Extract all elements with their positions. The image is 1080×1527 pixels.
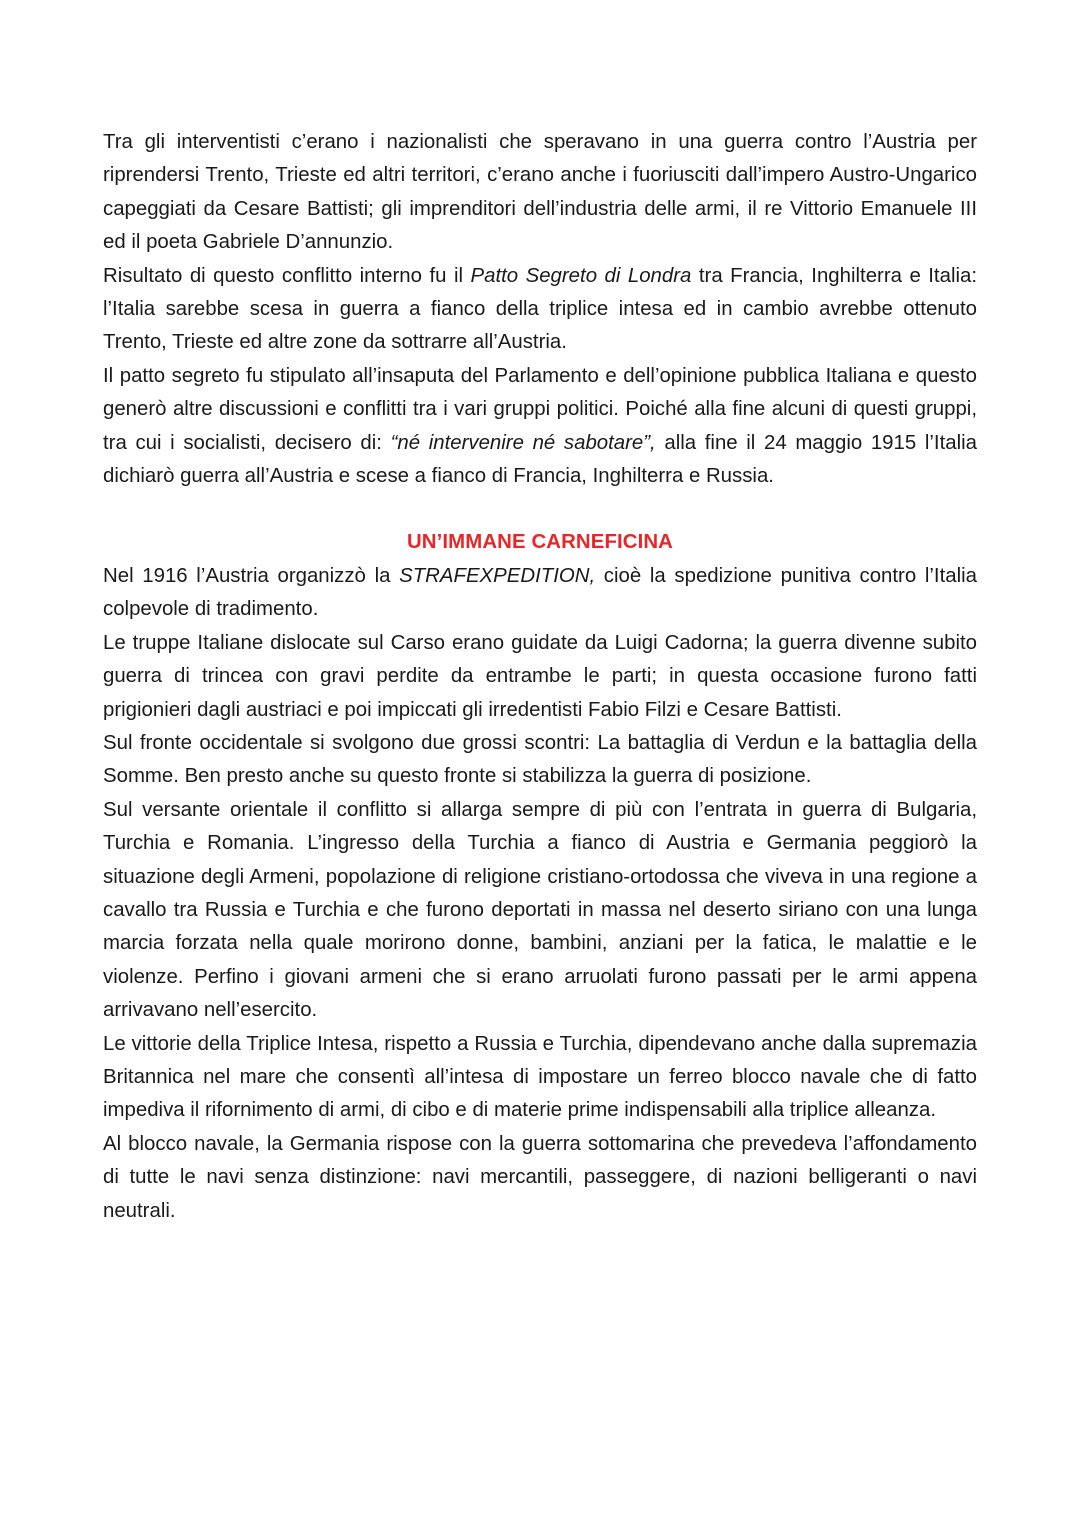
paragraph <box>103 126 977 260</box>
italic-text: “né intervenire né sabotare”, <box>390 431 656 454</box>
paragraph <box>103 360 977 494</box>
paragraph <box>103 560 977 627</box>
paragraph <box>103 627 977 727</box>
paragraph <box>103 260 977 360</box>
paragraph <box>103 794 977 1028</box>
text-run: cioè la spedizione punitiva contro l’Italia colpevole di tradimento. <box>103 564 977 621</box>
text-run: Sul fronte occidentale si svolgono due grossi scontri: La battaglia di Verdun e la battaglia della Somme. Ben presto anche su questo fronte si stabilizza la guerra di posizione. <box>103 731 977 788</box>
text-run: Sul versante orientale il conflitto si allarga sempre di più con l’entrata in guerra di Bulgaria, Turchia e Romania. L’ingresso della Turchia a fianco di Austria e Germania peggiorò la situazione degli Armeni, popolazione di religione cristiano-ortodossa che viveva in una regione a cavallo tra Russia e Turchia e che furono deportati in massa nel deserto siriano con una lunga marcia forzata nella quale morirono donne, bambini, anziani per la fatica, le malattie e le violenze. Perfino i giovani armeni che si erano arruolati furono passati per le armi appena arrivavano nell’esercito. <box>103 798 977 1022</box>
paragraph <box>103 727 977 794</box>
text-run: Le truppe Italiane dislocate sul Carso erano guidate da Luigi Cadorna; la guerra divenne subito guerra di trincea con gravi perdite da entrambe le parti; in questa occasione furono fatti prigionieri dagli austriaci e poi impiccati gli irredentisti Fabio Filzi e Cesare Battisti. <box>103 631 977 721</box>
text-run: Il patto segreto fu stipulato all’insaputa del Parlamento e dell’opinione pubblica Italiana e questo generò altre discussioni e conflitti tra i vari gruppi politici. Poiché alla fine alcuni di questi gruppi, tra cui i socialisti, decisero di: <box>103 364 977 454</box>
text-run: Al blocco navale, la Germania rispose con la guerra sottomarina che prevedeva l’affondamento di tutte le navi senza distinzione: navi mercantili, passeggere, di nazioni belligeranti o navi neutrali. <box>103 1132 977 1222</box>
document-page <box>103 126 977 1228</box>
text-run: tra Francia, Inghilterra e Italia: l’Italia sarebbe scesa in guerra a fianco della triplice intesa ed in cambio avrebbe ottenuto Trento, Trieste ed altre zone da sottrarre all’Austria. <box>103 264 978 354</box>
text-run: alla fine il 24 maggio 1915 l’Italia dichiarò guerra all’Austria e scese a fianco di Francia, Inghilterra e Russia. <box>103 431 977 488</box>
intervention-section <box>103 126 977 493</box>
text-run: Nel 1916 l’Austria organizzò la <box>103 564 400 587</box>
carneficina-section <box>103 560 977 1228</box>
text-run: Le vittorie della Triplice Intesa, rispetto a Russia e Turchia, dipendevano anche dalla supremazia Britannica nel mare che consentì all’intesa di impostare un ferreo blocco navale che di fatto impediva il rifornimento di armi, di cibo e di materie prime indispensabili alla triplice alleanza. <box>103 1032 977 1122</box>
paragraph <box>103 1028 977 1128</box>
italic-text: STRAFEXPEDITION, <box>399 564 596 587</box>
italic-text: Patto Segreto di Londra <box>470 264 692 287</box>
text-run: Tra gli interventisti c’erano i nazionalisti che speravano in una guerra contro l’Austria per riprendersi Trento, Trieste ed altri territori, c’erano anche i fuoriusciti dall’impero Austro-Ungarico capeggiati da Cesare Battisti; gli imprenditori dell’industria delle armi, il re Vittorio Emanuele III ed il poeta Gabriele D’annunzio. <box>103 131 977 254</box>
text-run: Risultato di questo conflitto interno fu il <box>103 264 471 287</box>
paragraph <box>103 1128 977 1228</box>
section-heading: UN’IMMANE CARNEFICINA <box>406 531 674 554</box>
